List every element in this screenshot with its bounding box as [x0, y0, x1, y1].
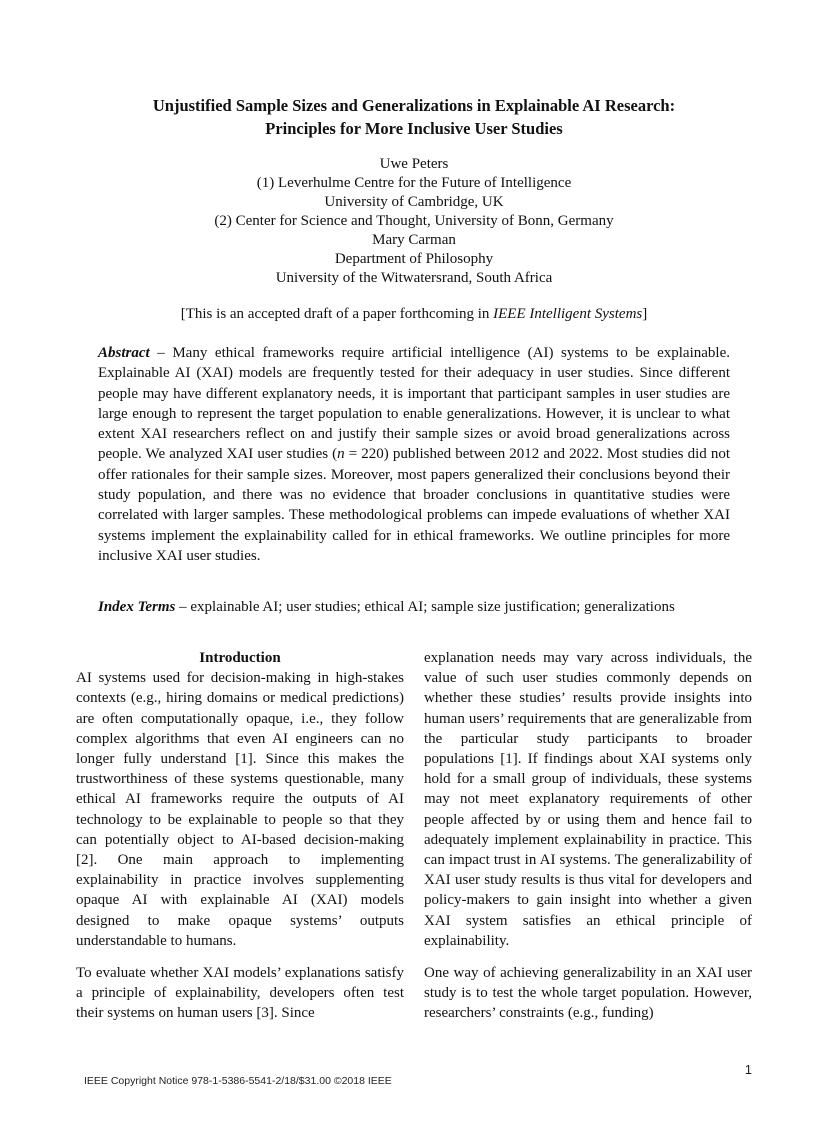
author-line: Uwe Peters — [379, 156, 449, 172]
index-terms-text: – explainable AI; user studies; ethical AI; sample size justification; generalizations — [175, 599, 675, 615]
author-line: Department of Philosophy — [334, 251, 494, 267]
abstract — [98, 343, 730, 566]
abstract-text-1: – Many ethical frameworks require artificial intelligence (AI) systems to be explainable. Explainable AI (XAI) models are frequently tested for their adequacy in user studies. Since different people may have different explanatory needs, it is important that participant samples in user studies are large enough to represent the target population to enable generalizations. However, it is unclear to what extent XAI researchers reflect on and justify their sample sizes or avoid broad generalizations across people. We analyzed XAI user studies ( — [98, 345, 730, 463]
right-column — [424, 648, 752, 1024]
right-paragraph-1: explanation needs may vary across individuals, the value of such user studies commonly depends on whether these studies’ results provide insights into human users’ requirements that are generalizable from the particular study participants to broader populations [1]. If findings about XAI systems only hold for a small group of individuals, these systems may not meet explanatory requirements of other people affected by or using them and hence fail to adequately implement explainability in practice. This can impact trust in AI systems. The generalizability of XAI user study results is thus vital for developers and policy-makers to gain insight into whether a given XAI system satisfies an ethical principle of explainability. — [424, 650, 752, 949]
author-line: Mary Carman — [372, 232, 456, 248]
abstract-n: n — [337, 446, 345, 463]
notice-suffix: ] — [642, 306, 648, 322]
title-line-2: Principles for More Inclusive User Studies — [265, 119, 563, 138]
title-line-1: Unjustified Sample Sizes and Generalizations in Explainable AI Research: — [152, 96, 676, 115]
abstract-text-2: = 220) published between 2012 and 2022. Most studies did not offer rationales for their sample sizes. Moreover, most papers generalized their conclusions beyond their study population, and there was no evidence that broader conclusions in quantitative studies were correlated with larger samples. These methodological problems can impede evaluations of whether XAI systems implement the explainability called for in ethical frameworks. We outline principles for more inclusive XAI user studies. — [98, 446, 731, 564]
draft-notice — [60, 304, 768, 324]
paper-title — [60, 94, 768, 140]
right-paragraph-2: One way of achieving generalizability in an XAI user study is to test the whole target population. However, researchers’ constraints (e.g., funding) — [424, 965, 752, 1022]
abstract-label: Abstract — [98, 345, 150, 361]
copyright-footer: IEEE Copyright Notice 978-1-5386-5541-2/18/$31.00 ©2018 IEEE — [84, 1075, 392, 1087]
page-number: 1 — [744, 1062, 752, 1077]
left-column — [76, 648, 404, 1024]
author-line: University of the Witwatersrand, South Africa — [275, 270, 553, 286]
left-paragraph-1: AI systems used for decision-making in high-stakes contexts (e.g., hiring domains or medical predictions) are often computationally opaque, i.e., they follow complex algorithms that even AI engineers can no longer fully understand [1]. Since this makes the trustworthiness of these systems questionable, many ethical AI frameworks require the outputs of AI technology to be explainable to people so that they can potentially object to AI-based decision-making [2]. One main approach to implementing explainability in practice involves supplementing opaque AI with explainable AI (XAI) models designed to make opaque systems’ outputs understandable to humans. — [76, 670, 404, 949]
left-paragraph-2: To evaluate whether XAI models’ explanations satisfy a principle of explainability, developers often test their systems on human users [3]. Since — [76, 965, 404, 1022]
notice-prefix: [This is an accepted draft of a paper forthcoming in — [180, 306, 494, 322]
author-line: (2) Center for Science and Thought, University of Bonn, Germany — [214, 213, 614, 229]
author-block — [60, 155, 768, 288]
index-terms-label: Index Terms — [98, 599, 176, 615]
author-line: (1) Leverhulme Centre for the Future of Intelligence — [256, 175, 572, 191]
author-line: University of Cambridge, UK — [324, 194, 504, 210]
index-terms — [98, 597, 738, 617]
notice-journal: IEEE Intelligent Systems — [493, 306, 643, 322]
section-heading-introduction: Introduction — [199, 650, 281, 666]
